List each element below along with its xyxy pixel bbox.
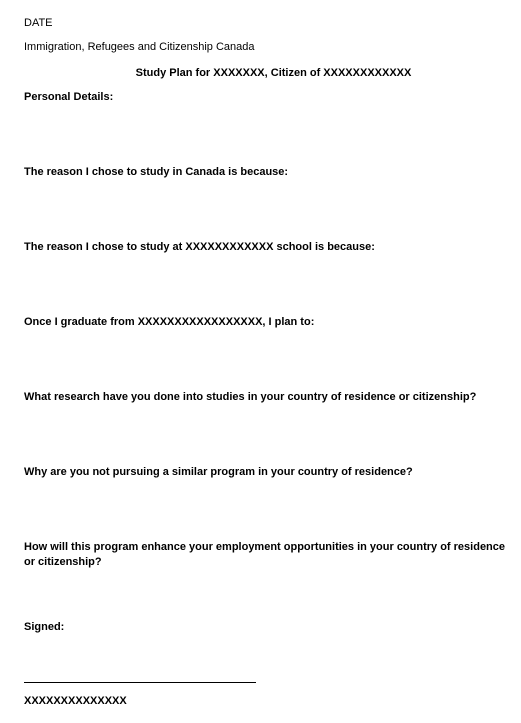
reason-school-heading: The reason I chose to study at XXXXXXXXXXXX school is because:: [24, 241, 375, 253]
signed-label: Signed:: [24, 621, 65, 633]
document-title: Study Plan for XXXXXXX, Citizen of XXXXXXXXXXXX: [135, 67, 412, 79]
reason-canada-heading: The reason I chose to study in Canada is because:: [24, 166, 289, 178]
enhance-employment-heading: How will this program enhance your employment opportunities in your country of residence or citizenship?: [24, 541, 506, 568]
not-pursuing-heading: Why are you not pursuing a similar program in your country of residence?: [24, 466, 413, 478]
personal-details-heading: Personal Details:: [24, 91, 114, 103]
after-graduation-heading: Once I graduate from XXXXXXXXXXXXXXXXX, I plan to:: [24, 316, 315, 328]
research-heading: What research have you done into studies in your country of residence or citizenship?: [24, 391, 477, 403]
signature-line: [24, 682, 256, 683]
signature-name: XXXXXXXXXXXXXX: [24, 695, 127, 707]
date-line: DATE: [24, 17, 53, 29]
addressee-line: Immigration, Refugees and Citizenship Canada: [24, 41, 255, 53]
